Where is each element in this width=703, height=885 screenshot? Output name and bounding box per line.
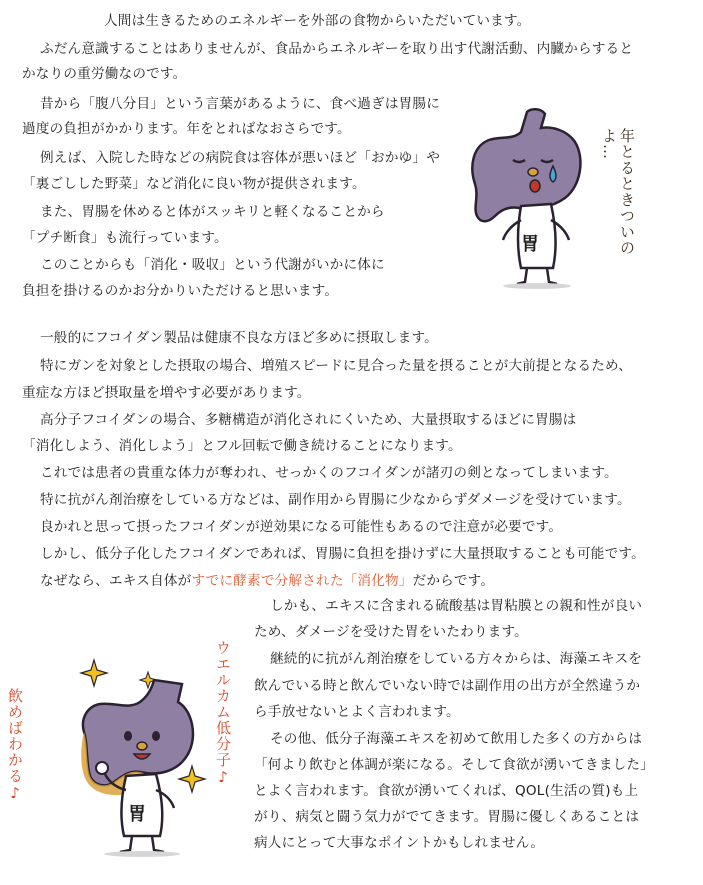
s2-line-6: これでは患者の貴重な体力が奪われ、せっかくのフコイダンが諸刃の剣となってしまいます。 (40, 465, 618, 481)
s3-line-8: とよく言われます。食欲が湧いてくれば、QOL(生活の質)も上 (254, 783, 639, 799)
nazenara-after: だからです。 (412, 573, 495, 589)
speech-tired: 年とるときついのよ… (600, 128, 636, 256)
s1-line-4: 昔から「腹八分目」という言葉があるように、食べ過ぎは胃腸に (40, 96, 441, 112)
s3-line-4: 飲んでいる時と飲んでいない時では副作用の出方が全然違うか (254, 678, 641, 694)
s3-line-1: しかも、エキスに含まれる硫酸基は胃粘膜との親和性が良い (270, 598, 643, 614)
s3-line-5: ら手放せないとよく言われます。 (254, 704, 460, 720)
speech-welcome: ウエルカム低分子♪ (214, 640, 232, 787)
s2-line-2: 特にガンを対象とした摂取の場合、増殖スピードに見合った量を摂ることが大前提となるため、 (40, 358, 633, 374)
s3-line-2: ため、ダメージを受けた胃をいたわります。 (254, 624, 528, 640)
s2-line-5: 「消化しよう、消化しよう」とフル回転で働き続けることになります。 (22, 438, 462, 454)
s2-line-10 (40, 572, 494, 590)
s1-line-6: 例えば、入院した時などの病院食は容体が悪いほど「おかゆ」や (40, 150, 441, 166)
s1-line-7: 「裏ごしした野菜」など消化に良い物が提供されます。 (22, 176, 366, 192)
s1-line-1: 人間は生きるためのエネルギーを外部の食物からいただいています。 (104, 13, 531, 29)
s1-line-5: 過度の負担がかかります。年をとればなおさらです。 (22, 121, 351, 137)
s2-line-7: 特に抗がん剤治療をしている方などは、副作用から胃腸に少なからずダメージを受けています。 (40, 492, 631, 508)
s3-line-3: 継続的に抗がん剤治療をしている方々からは、海藻エキスを (270, 651, 643, 667)
s1-line-8: また、胃腸を休めると体がスッキリと軽くなることから (40, 204, 385, 220)
s2-line-1: 一般的にフコイダン製品は健康不良な方ほど多めに摂取します。 (40, 330, 438, 346)
stomach-character-tired (455, 100, 605, 290)
sparkle-icon (81, 660, 107, 686)
s2-line-8: 良かれと思って摂ったフコイダンが逆効果になる可能性もあるので注意が必要です。 (40, 519, 563, 535)
s2-line-3: 重症な方ほど摂取量を増やす必要があります。 (22, 385, 311, 401)
nazenara-before: なぜなら、エキス自体が (40, 573, 192, 589)
speech-nomeba: 飲めばわかる♪ (6, 688, 24, 803)
s3-line-6: その他、低分子海藻エキスを初めて飲用した多くの方からは (270, 731, 643, 747)
s1-line-3: かなりの重労働なのです。 (22, 66, 187, 82)
nazenara-highlight: すでに酵素で分解された「消化物」 (191, 573, 413, 589)
s2-line-9: しかし、低分子化したフコイダンであれば、胃腸に負担を掛けずに大量摂取することも可能です。 (40, 546, 645, 562)
s3-line-7: 「何より飲むと体調が楽になる。そして食欲が湧いてきました」 (254, 757, 655, 773)
s1-line-11: 負担を掛けるのかお分かりいただけると思います。 (22, 283, 339, 299)
sparkle-icon (179, 766, 205, 792)
stomach-character-happy (48, 640, 218, 860)
s2-line-4: 高分子フコイダンの場合、多糖構造が消化されにくいため、大量摂取するほどに胃腸は (40, 412, 577, 428)
s3-line-9: がり、病気と闘う気力がでてきます。胃腸に優しくあることは (254, 809, 640, 825)
stomach-label-bottom: 胃 (128, 804, 146, 825)
s1-line-2: ふだん意識することはありませんが、食品からエネルギーを取り出す代謝活動、内臓からすると (40, 41, 634, 57)
s1-line-10: このことからも「消化・吸収」という代謝がいかに体に (40, 257, 385, 273)
s1-line-9: 「プチ断食」も流行っています。 (22, 230, 228, 246)
s3-line-10: 病人にとって大事なポイントかもしれません。 (254, 835, 545, 851)
stomach-label-top: 胃 (521, 234, 539, 255)
